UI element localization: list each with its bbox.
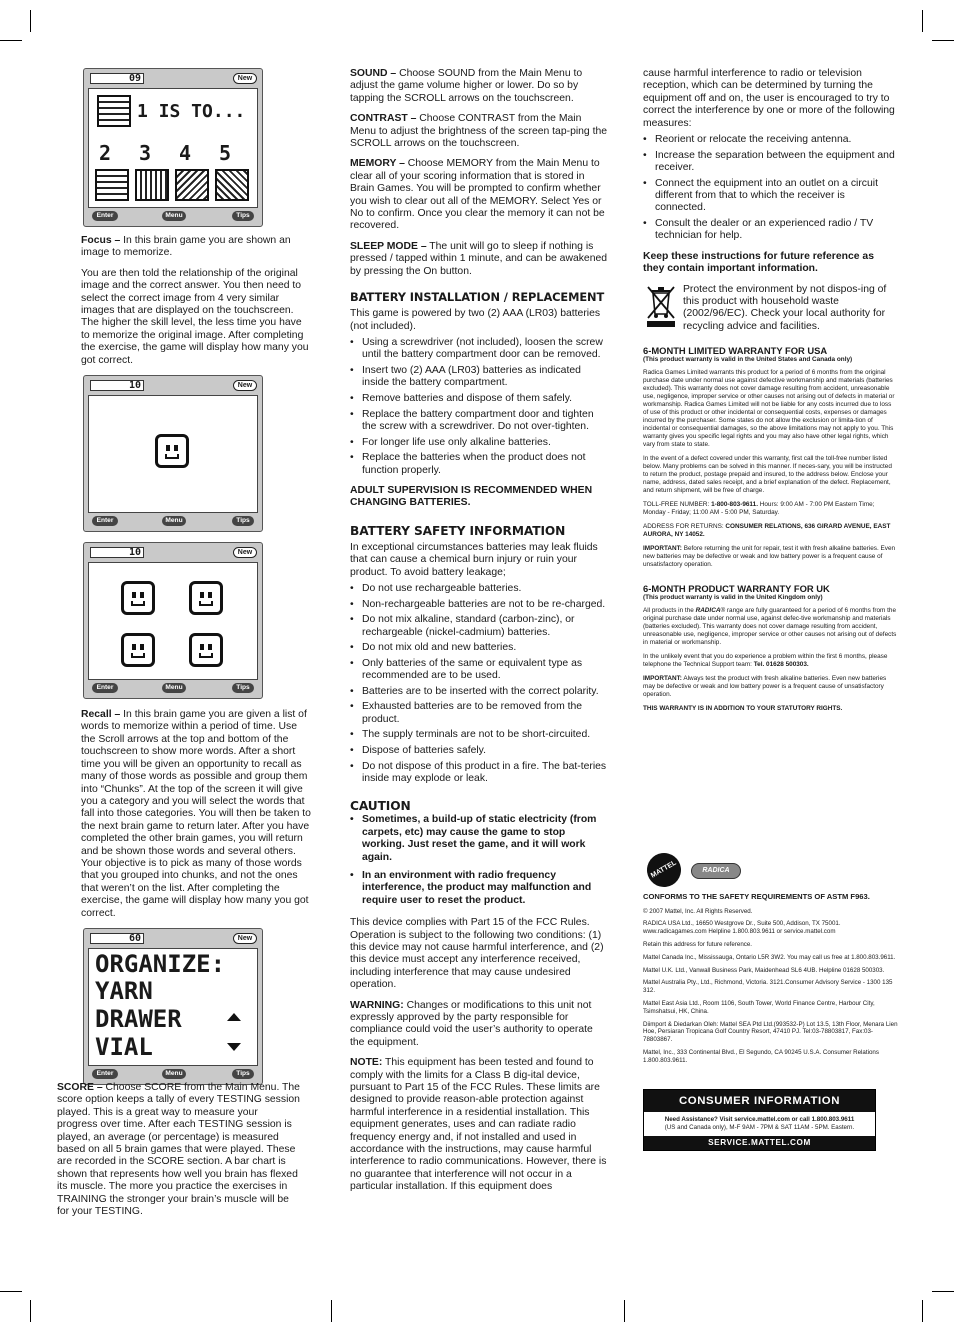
recall-screen-single xyxy=(83,375,263,532)
list-item: • Do not mix old and new batteries. xyxy=(350,642,608,654)
crop-mark xyxy=(932,40,954,41)
battery-intro: This game is powered by two (2) AAA (LR03) batteries (not included). xyxy=(350,308,601,332)
enter-button[interactable]: Enter xyxy=(92,516,118,526)
us-warranty-heading: 6-MONTH LIMITED WARRANTY FOR USA xyxy=(643,345,828,357)
smiley-icon[interactable] xyxy=(189,581,223,615)
list-item: • Dispose of batteries safely. xyxy=(350,745,608,757)
option-image[interactable] xyxy=(175,169,209,201)
focus-paragraph-2: You are then told the relationship of the original image and the correct answer. You then need to select the correct image from 4 very similar images that are displayed on the touchscreen. The higher the skill level, the less time you have to memorize the original image. After completing the exercise, the game will display how many you got correct. xyxy=(81,267,309,366)
option-number: 5 xyxy=(219,141,232,165)
score-paragraph: SCORE – Choose SCORE from the Main Menu. The score option keeps a tally of every TESTING session played. This is a great way to measure your progress over time. After each TESTING session is played, an average (or percentage) is measured based on all 5 brain games that were played. These are recorded in the SCORE section. A bar chart is shown that represents how well you brain has flexed its muscle. The more you practice the exercises in TRAINING the stronger your brain’s muscle will be for your TESTING. xyxy=(57,1082,300,1218)
us-warranty-sub: (This product warranty is valid in the United States and Canada only) xyxy=(643,356,853,364)
list-item: • Consult the dealer or an experienced radio / TV technician for help. xyxy=(643,218,898,243)
battery-steps xyxy=(350,337,608,477)
smiley-icon[interactable] xyxy=(121,581,155,615)
safety-heading: BATTERY SAFETY INFORMATION xyxy=(350,523,566,538)
column-1 xyxy=(81,68,313,1085)
score-display: 10 xyxy=(90,547,144,558)
crop-mark xyxy=(0,40,22,41)
tips-button[interactable]: Tips xyxy=(232,1069,254,1079)
crop-mark xyxy=(30,10,31,32)
option-image[interactable] xyxy=(215,169,249,201)
crop-mark xyxy=(331,1300,332,1322)
weee-text: Protect the environment by not dispos-ing of this product with household waste (2002/96/EC). Check your local authority for recycling advice and facilities. xyxy=(683,283,887,332)
uk-warranty-sub: (This product warranty is valid in the United Kingdom only) xyxy=(643,594,823,602)
crop-mark xyxy=(30,1300,31,1322)
crop-mark xyxy=(922,10,923,32)
fine-print: Mattel East Asia Ltd., Room 1106, South Tower, World Finance Centre, Harbour City, Tsimshatsui, HK, China. xyxy=(643,1000,875,1015)
list-item: • Using a screwdriver (not included), loosen the screw until the battery compartment door can be removed. xyxy=(350,337,608,362)
new-button[interactable]: New xyxy=(233,73,257,84)
uk-warranty-text: All products in the RADICA® range are fully guaranteed for a period of 6 months from the original purchase date under normal use, against defec-tive workmanship and materials (batteries excluded). This warranty does not cover damage resulting from accident, unreasonable use, negligence, improper service or other causes not arising out of defects in material or workmanship. xyxy=(643,607,897,647)
word-item[interactable]: VIAL xyxy=(95,1032,153,1061)
caution-heading: CAUTION xyxy=(350,799,411,814)
list-item: • Insert two (2) AAA (LR03) batteries as indicated inside the battery compartment. xyxy=(350,365,608,390)
fine-print: Mattel Canada Inc., Mississauga, Ontario L5R 3W2. You may call us free at 1.800.803.9611. xyxy=(643,953,896,961)
focus-headline: 1 IS TO... xyxy=(137,101,246,122)
fine-print: © 2007 Mattel, Inc. All Rights Reserved. xyxy=(643,907,753,915)
crop-mark xyxy=(932,1291,954,1292)
sleep-paragraph: SLEEP MODE – The unit will go to sleep if nothing is pressed / tapped within 1 minute, and can be awakened by pressing the On button. xyxy=(350,240,608,277)
brand-logos xyxy=(643,853,898,889)
score-display: 09 xyxy=(90,73,144,84)
radica-logo: RADICA xyxy=(691,863,741,879)
toll-free-line: TOLL-FREE NUMBER: 1-800-803-9611. Hours: 9:00 AM - 7:00 PM Eastern Time; Monday - Friday; 11:00 AM - 5:00 PM, Saturday. xyxy=(643,501,875,517)
scroll-up-icon[interactable] xyxy=(227,1013,241,1021)
fine-print: Retain this address for future reference. xyxy=(643,941,753,949)
service-link[interactable]: SERVICE.MATTEL.COM xyxy=(644,1136,875,1150)
list-item: • Batteries are to be inserted with the correct polarity. xyxy=(350,686,608,698)
list-item: • Do not use rechargeable batteries. xyxy=(350,583,608,595)
returns-address: ADDRESS FOR RETURNS: CONSUMER RELATIONS, 636 GIRARD AVENUE, EAST AURORA, NY 14052. xyxy=(643,523,891,539)
tips-button[interactable]: Tips xyxy=(232,211,254,221)
consumer-information-heading: CONSUMER INFORMATION xyxy=(644,1090,875,1112)
word-item[interactable]: YARN xyxy=(95,976,153,1005)
warning-paragraph: WARNING: Changes or modifications to this unit not expressly approved by the party responsible for compliance could void the user’s authority to operate the equipment. xyxy=(350,999,593,1048)
smiley-icon[interactable] xyxy=(189,633,223,667)
list-item: • For longer life use only alkaline batteries. xyxy=(350,437,608,449)
important-uk: IMPORTANT: Always test the product with fresh alkaline batteries. Even new batteries may be defective or weak and low battery power is a frequent cause of unsatisfactory operation. xyxy=(643,675,887,699)
list-item: • Only batteries of the same or equivalent type as recommended are to be used. xyxy=(350,658,608,683)
list-item: • Sometimes, a build-up of static electricity (from carpets, etc) may cause the game to stop working. Just reset the game, and it will work again. xyxy=(350,814,608,864)
new-button[interactable]: New xyxy=(233,547,257,558)
option-number: 2 xyxy=(99,141,112,165)
safety-intro: In exceptional circumstances batteries may leak fluids that can cause a chemical burn injury or ruin your product. To avoid battery leakage; xyxy=(350,541,598,578)
option-image[interactable] xyxy=(95,169,129,201)
fcc-continued: cause harmful interference to radio or television reception, which can be determined by turning the equipment off and on, the user is encouraged to try to correct the interference by one or more of the following measures: xyxy=(643,68,895,129)
uk-warranty-text-2: In the unlikely event that you do experience a problem within the first 6 months, please telephone the Technical Support team: Tel. 01628 500303. xyxy=(643,653,888,669)
list-item: • Increase the separation between the equipment and receiver. xyxy=(643,150,898,175)
battery-heading: BATTERY INSTALLATION / REPLACEMENT xyxy=(350,290,605,305)
weee-notice xyxy=(643,284,898,334)
list-item: • Connect the equipment into an outlet on a circuit different from that to which the receiver is connected. xyxy=(643,178,898,215)
fcc-paragraph: This device complies with Part 15 of the FCC Rules. Operation is subject to the following two conditions: (1) this device may not cause harmful interference, and (2) this device must accept any interference received, including interference that may cause undesired operation. xyxy=(350,917,604,991)
fine-print: Diimport & Diedarkan Oleh: Mattel SEA Ptd Ltd.(993532-P) Lot 13.5, 13th Floor, Menara Lien Hoe, Persiaran Tropicana Golf Country Resort, 47410 PJ. Tel:03-78803817, Fax:03-78803867. xyxy=(643,1020,898,1044)
us-warranty-text-2: In the event of a defect covered under this warranty, first call the toll-free number listed below. Many problems can be solved in this manner. If neces-sary, you will be instructed to return the product, postage prepaid and insured, to the address below. Enclose your name, address, dated sales receipt, and a brief explanation of the defect. Replacement, and return shipment, will be free of charge. xyxy=(643,455,892,495)
us-warranty-text: Radica Games Limited warrants this product for a period of 6 months from the original purchase date under normal use against defective workmanship and materials (batteries excluded). This warranty does not cover damage resulting from accident, unreasonable use, negligence, improper service or other causes not arising out of defects in material or workmanship. Radica Games Limited will not be liable for any costs incurred due to loss of use of this product or other incidental or consequential costs, expenses or damages incurred by the purchaser. Some states do not allow the exclusion or limita-tion of incidental or consequential damages, so the above limitations may not apply to you. This warranty gives you specific legal rights and you may also have other legal rights, which vary from state to state. xyxy=(643,369,895,449)
new-button[interactable]: New xyxy=(233,933,257,944)
list-item: • Reorient or relocate the receiving antenna. xyxy=(643,134,898,146)
tips-button[interactable]: Tips xyxy=(232,516,254,526)
menu-button[interactable]: Menu xyxy=(162,516,186,526)
note-paragraph: NOTE: This equipment has been tested and found to comply with the limits for a Class B dig-ital device, pursuant to Part 15 of the FCC Rules. These limits are designed to provide reason-able protection against harmful interference in a residential installation. This equipment generates, uses and can radiate radio frequency energy and, if not installed and used in accordance with the instructions, may cause harmful interference to radio communications. However, there is no guarantee that interference will not occur in a particular installation. If this equipment does xyxy=(350,1057,607,1193)
focus-screen xyxy=(83,68,263,227)
fine-print: Mattel U.K. Ltd., Vanwall Business Park, Maidenhead SL6 4UB. Helpline 01628 500303. xyxy=(643,966,885,974)
scroll-down-icon[interactable] xyxy=(227,1043,241,1051)
column-2 xyxy=(350,68,608,1202)
statutory-rights: THIS WARRANTY IS IN ADDITION TO YOUR STATUTORY RIGHTS. xyxy=(643,705,843,713)
list-item: • Replace the batteries when the product does not function properly. xyxy=(350,452,608,477)
recall-paragraph: Recall – In this brain game you are given a list of words to memorize within a period of time. Use the Scroll arrows at the top and bottom of the touchscreen to show more words. After a short time you will be given an opportunity to recall as many of those words as possible and group them into “Chunks”. At the top of the screen it will give you a category and you will select the words that fall into those categories. You will then be taken to the next brain game to return later. After you have completed the other brain games, you will return and be shown those words and several others. Your objective is to pick as many of those words that you grouped into chunks, and not the ones that weren’t on the list. After completing the exercise, the game will display how many you got correct. xyxy=(81,709,311,919)
menu-button[interactable]: Menu xyxy=(162,683,186,693)
astm-notice: CONFORMS TO THE SAFETY REQUIREMENTS OF ASTM F963. xyxy=(643,892,870,902)
measures-list xyxy=(643,134,898,243)
new-button[interactable]: New xyxy=(233,380,257,391)
enter-button[interactable]: Enter xyxy=(92,683,118,693)
caution-list xyxy=(350,814,608,907)
list-item: • In an environment with radio frequency interference, the product may malfunction and require user to reset the product. xyxy=(350,870,608,907)
consumer-information-box xyxy=(643,1089,876,1151)
list-item: • Do not mix alkaline, standard (carbon-zinc), or rechargeable (nickel-cadmium) batteries. xyxy=(350,614,608,639)
fine-print: Mattel Australia Pty., Ltd., Richmond, Victoria. 3121.Consumer Advisory Service - 1300 135 312. xyxy=(643,979,893,995)
list-item: • Exhausted batteries are to be removed from the product. xyxy=(350,701,608,726)
fine-print: Mattel, Inc., 333 Continental Blvd., El Segundo, CA 90245 U.S.A. Consumer Relations 1.800.803.9611. xyxy=(643,1049,879,1064)
menu-button[interactable]: Menu xyxy=(162,211,186,221)
original-image xyxy=(97,95,131,127)
crop-mark xyxy=(922,1300,923,1322)
score-display: 10 xyxy=(90,380,144,391)
uk-warranty-heading: 6-MONTH PRODUCT WARRANTY FOR UK xyxy=(643,583,830,595)
option-number: 3 xyxy=(139,141,152,165)
keep-instructions: Keep these instructions for future reference as they contain important information. xyxy=(643,250,874,275)
consumer-information-body: Need Assistance? Visit service.mattel.com or call 1.800.803.9611 (US and Canada only), M-F 9AM - 7PM & SAT 11AM - 5PM. Eastern. xyxy=(664,1115,855,1131)
menu-button[interactable]: Menu xyxy=(162,1069,186,1079)
list-item: • The supply terminals are not to be short-circuited. xyxy=(350,729,608,741)
crop-mark xyxy=(624,1300,625,1322)
enter-button[interactable]: Enter xyxy=(92,1069,118,1079)
word-item[interactable]: DRAWER xyxy=(95,1004,182,1033)
memory-paragraph: MEMORY – Choose MEMORY from the Main Menu to clear all of your scoring information that is stored in Brain Games. You will be prompted to confirm whether you wish to clear out all of the MEMORY. Select Yes or No to confirm. Once you clear the memory it can not be recovered. xyxy=(350,158,605,232)
smiley-icon xyxy=(155,434,189,468)
enter-button[interactable]: Enter xyxy=(92,211,118,221)
fine-print: RADICA USA Ltd., 16650 Westgrove Dr., Suite 500, Addison, TX 75001. www.radicagames.com Helpline 1.800.803.9611 or service.mattel.com xyxy=(643,920,841,936)
focus-paragraph: Focus – In this brain game you are shown an image to memorize. xyxy=(81,235,291,259)
mattel-logo: MATTEL xyxy=(641,847,687,893)
organize-screen xyxy=(83,928,263,1085)
category-word: ORGANIZE: xyxy=(95,949,226,978)
list-item: • Remove batteries and dispose of them safely. xyxy=(350,393,608,405)
option-image[interactable] xyxy=(135,169,169,201)
list-item: • Replace the battery compartment door and tighten the screw with a screwdriver. Do not over-tighten. xyxy=(350,409,608,434)
adult-note: ADULT SUPERVISION IS RECOMMENDED WHEN CHANGING BATTERIES. xyxy=(350,484,593,509)
smiley-icon[interactable] xyxy=(121,633,155,667)
crop-mark xyxy=(0,1291,22,1292)
important-us: IMPORTANT: Before returning the unit for repair, test it with fresh alkaline batteries. Even new batteries may be defective or weak and low battery power is a frequent cause of unsatisfactory operation. xyxy=(643,545,896,569)
list-item: • Do not dispose of this product in a fire. The bat-teries inside may explode or leak. xyxy=(350,761,608,786)
contrast-paragraph: CONTRAST – Choose CONTRAST from the Main Menu to adjust the brightness of the screen tap-ping the SCROLL arrows on the touchscreen. xyxy=(350,113,608,150)
column-3 xyxy=(643,68,898,1151)
safety-list xyxy=(350,583,608,785)
sound-paragraph: SOUND – Choose SOUND from the Main Menu to adjust the game volume higher or lower. Do so by tapping the SCROLL arrows on the touchscreen. xyxy=(350,68,583,104)
recall-screen-grid xyxy=(83,542,263,699)
crossed-bin-icon xyxy=(645,284,677,328)
tips-button[interactable]: Tips xyxy=(232,683,254,693)
option-number: 4 xyxy=(179,141,192,165)
list-item: • Non-rechargeable batteries are not to be re-charged. xyxy=(350,599,608,611)
score-display: 60 xyxy=(90,933,144,944)
